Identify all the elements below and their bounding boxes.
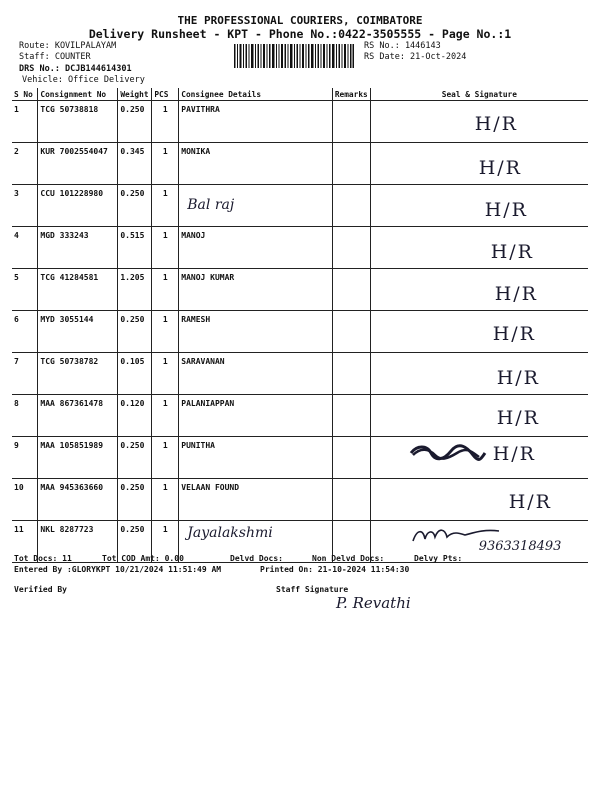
table-row xyxy=(12,185,588,227)
remarks xyxy=(332,269,370,311)
consignee: MANOJ xyxy=(179,227,333,269)
sno: 9 xyxy=(12,437,38,479)
table-row xyxy=(12,479,588,521)
consignee: PAVITHRA xyxy=(179,101,333,143)
pcs: 1 xyxy=(152,479,179,521)
table-row xyxy=(12,101,588,143)
consignment-no: MAA 945363660 xyxy=(38,479,118,521)
rs-date: RS Date: 21-Oct-2024 xyxy=(364,52,467,62)
sno: 5 xyxy=(12,269,38,311)
delvy-pts: Delvy Pts: xyxy=(414,554,463,563)
consignment-no: CCU 101228980 xyxy=(38,185,118,227)
tot-cod-amt: Tot COD Amt: 0.00 xyxy=(102,554,184,563)
signature: H/R xyxy=(370,269,588,311)
consignee: PUNITHA xyxy=(179,437,333,479)
col-sno: S No xyxy=(12,88,38,101)
runsheet-table xyxy=(12,88,588,563)
remarks xyxy=(332,437,370,479)
barcode xyxy=(234,44,354,68)
signature: H/R xyxy=(370,227,588,269)
remarks xyxy=(332,185,370,227)
pcs: 1 xyxy=(152,227,179,269)
pcs: 1 xyxy=(152,521,179,563)
col-remarks: Remarks xyxy=(332,88,370,101)
sno: 8 xyxy=(12,395,38,437)
signature: H/R xyxy=(370,395,588,437)
entered-by: Entered By :GLORYKPT 10/21/2024 11:51:49 AM xyxy=(14,565,222,574)
pcs: 1 xyxy=(152,437,179,479)
signature: H/R xyxy=(370,353,588,395)
pcs: 1 xyxy=(152,269,179,311)
pcs: 1 xyxy=(152,395,179,437)
signature: H/R xyxy=(370,101,588,143)
signature: H/R xyxy=(370,479,588,521)
col-weight: Weight xyxy=(118,88,152,101)
sno: 7 xyxy=(12,353,38,395)
sno: 3 xyxy=(12,185,38,227)
consignee: PALANIAPPAN xyxy=(179,395,333,437)
remarks xyxy=(332,143,370,185)
sno: 10 xyxy=(12,479,38,521)
weight: 0.250 xyxy=(118,101,152,143)
table-row xyxy=(12,437,588,479)
tot-docs: Tot Docs: 11 xyxy=(14,554,72,563)
rs-no: RS No.: 1446143 xyxy=(364,41,441,51)
sno: 11 xyxy=(12,521,38,563)
remarks xyxy=(332,479,370,521)
signature: 9363318493 xyxy=(370,521,588,563)
col-consignment: Consignment No xyxy=(38,88,118,101)
sno: 2 xyxy=(12,143,38,185)
consignment-no: TCG 41284581 xyxy=(38,269,118,311)
remarks xyxy=(332,101,370,143)
table-row xyxy=(12,311,588,353)
pcs: 1 xyxy=(152,143,179,185)
consignment-no: MAA 105851989 xyxy=(38,437,118,479)
weight: 0.250 xyxy=(118,437,152,479)
col-pcs: PCS xyxy=(152,88,179,101)
company-title: THE PROFESSIONAL COURIERS, COIMBATORE xyxy=(177,14,423,27)
consignment-no: NKL 8287723 xyxy=(38,521,118,563)
delvd-docs: Delvd Docs: xyxy=(230,554,283,563)
pcs: 1 xyxy=(152,311,179,353)
vehicle: Vehicle: Office Delivery xyxy=(22,75,145,85)
staff-signature: P. Revathi xyxy=(336,594,411,612)
consignment-no: KUR 7002554047 xyxy=(38,143,118,185)
verified-by: Verified By xyxy=(14,585,67,594)
sno: 1 xyxy=(12,101,38,143)
weight: 0.250 xyxy=(118,311,152,353)
table-row xyxy=(12,269,588,311)
consignment-no: MAA 867361478 xyxy=(38,395,118,437)
pcs: 1 xyxy=(152,353,179,395)
signature: H/R xyxy=(370,185,588,227)
remarks xyxy=(332,353,370,395)
scribble-mark xyxy=(407,443,487,463)
consignee: RAMESH xyxy=(179,311,333,353)
consignee: VELAAN FOUND xyxy=(179,479,333,521)
drs-no: DRS No.: DCJB144614301 xyxy=(19,64,132,74)
col-consignee: Consignee Details xyxy=(179,88,333,101)
table-row xyxy=(12,353,588,395)
weight: 0.120 xyxy=(118,395,152,437)
route: Route: KOVILPALAYAM xyxy=(19,41,117,51)
consignment-no: MGD 333243 xyxy=(38,227,118,269)
consignee: Jayalakshmi xyxy=(179,521,333,563)
weight: 0.515 xyxy=(118,227,152,269)
weight: 0.250 xyxy=(118,185,152,227)
weight: 1.205 xyxy=(118,269,152,311)
remarks xyxy=(332,395,370,437)
table-row xyxy=(12,521,588,563)
consignee: MANOJ KUMAR xyxy=(179,269,333,311)
consignment-no: TCG 50738782 xyxy=(38,353,118,395)
staff-signature-label: Staff Signature xyxy=(276,585,349,594)
sno: 6 xyxy=(12,311,38,353)
weight: 0.105 xyxy=(118,353,152,395)
consignment-no: MYD 3055144 xyxy=(38,311,118,353)
sno: 4 xyxy=(12,227,38,269)
runsheet-subtitle: Delivery Runsheet - KPT - Phone No.:0422-3505555 - Page No.:1 xyxy=(88,27,512,41)
signature: H/R xyxy=(370,143,588,185)
table-row xyxy=(12,143,588,185)
pcs: 1 xyxy=(152,101,179,143)
table-row xyxy=(12,227,588,269)
consignee: MONIKA xyxy=(179,143,333,185)
printed-on: Printed On: 21-10-2024 11:54:30 xyxy=(260,565,410,574)
consignment-no: TCG 50738818 xyxy=(38,101,118,143)
table-header-row xyxy=(12,88,588,101)
consignee: Bal raj xyxy=(179,185,333,227)
weight: 0.250 xyxy=(118,479,152,521)
table-row xyxy=(12,395,588,437)
consignee: SARAVANAN xyxy=(179,353,333,395)
non-delvd-docs: Non Delvd Docs: xyxy=(312,554,385,563)
remarks xyxy=(332,227,370,269)
remarks xyxy=(332,311,370,353)
signature: H/R xyxy=(370,437,588,479)
col-signature: Seal & Signature xyxy=(370,88,588,101)
staff: Staff: COUNTER xyxy=(19,52,91,62)
pcs: 1 xyxy=(152,185,179,227)
weight: 0.345 xyxy=(118,143,152,185)
weight: 0.250 xyxy=(118,521,152,563)
signature: H/R xyxy=(370,311,588,353)
